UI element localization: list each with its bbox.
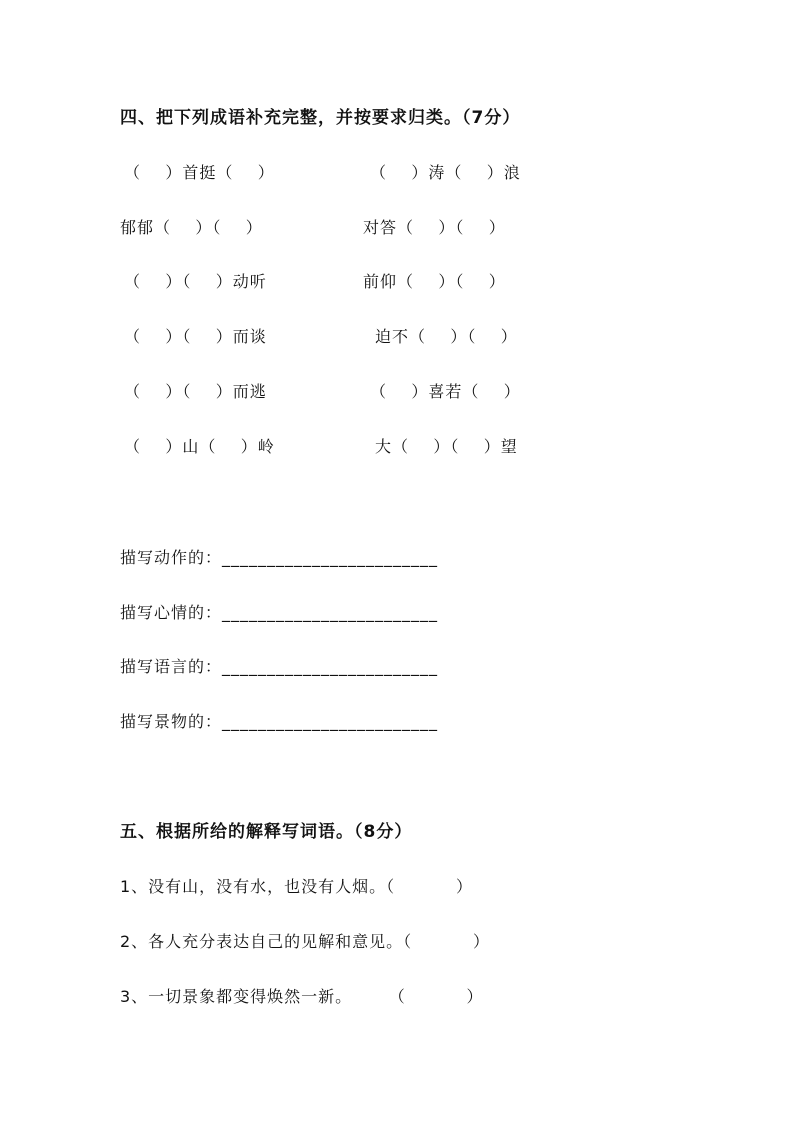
idiom-row-3-left: （ ）（ ）动听: [124, 272, 267, 291]
idiom-row-5-left: （ ）（ ）而逃: [124, 382, 267, 401]
category-speech: 描写语言的：________________________: [120, 657, 439, 676]
idiom-row-5-right: （ ）喜若（ ）: [370, 382, 521, 401]
category-mood: 描写心情的：________________________: [120, 603, 439, 622]
category-scenery: 描写景物的：________________________: [120, 712, 439, 731]
definition-item-2: 2、各人充分表达自己的见解和意见。（ ）: [120, 932, 491, 951]
definition-item-1: 1、没有山，没有水，也没有人烟。（ ）: [120, 877, 474, 896]
idiom-row-3-right: 前仰（ ）（ ）: [363, 272, 506, 291]
idiom-row-6-left: （ ）山（ ）岭: [124, 437, 275, 456]
section-4-heading: 四、把下列成语补充完整，并按要求归类。（7分）: [120, 108, 521, 128]
idiom-row-4-right: 迫不（ ）（ ）: [375, 327, 518, 346]
idiom-row-2-right: 对答（ ）（ ）: [363, 218, 506, 237]
idiom-row-1-right: （ ）涛（ ）浪: [370, 163, 521, 182]
category-action: 描写动作的：________________________: [120, 548, 439, 567]
idiom-row-4-left: （ ）（ ）而谈: [124, 327, 267, 346]
idiom-row-1-left: （ ）首挺（ ）: [124, 163, 275, 182]
definition-item-3: 3、一切景象都变得焕然一新。 （ ）: [120, 987, 484, 1006]
idiom-row-2-left: 郁郁（ ）（ ）: [120, 218, 263, 237]
idiom-row-6-right: 大（ ）（ ）望: [375, 437, 518, 456]
section-5-heading: 五、根据所给的解释写词语。（8分）: [120, 822, 413, 842]
